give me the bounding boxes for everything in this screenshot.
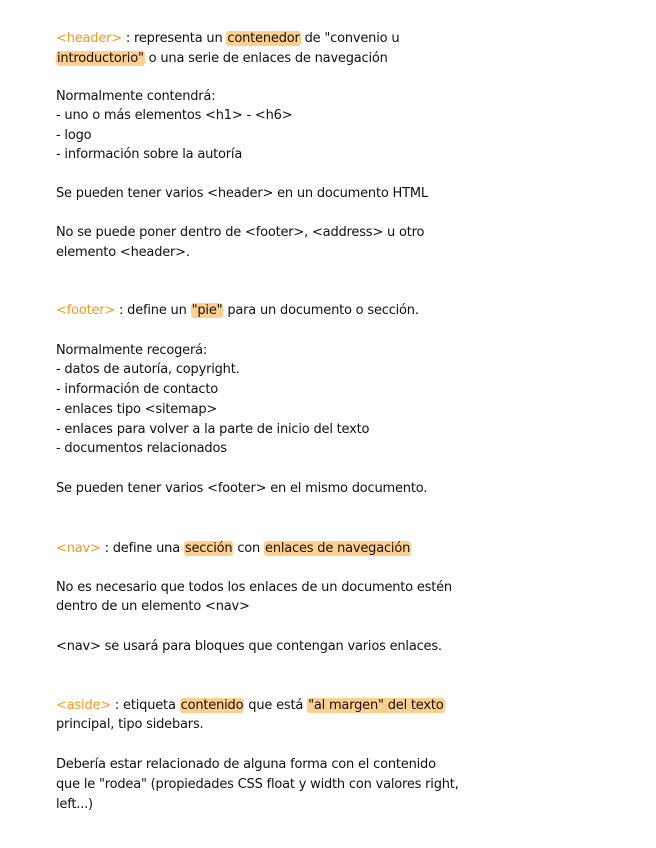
text-line: No es necesario que todos los enlaces de un documento estén bbox=[56, 580, 452, 595]
text-fragment: : representa un bbox=[121, 31, 227, 46]
text-line: Normalmente recogerá: bbox=[56, 343, 208, 358]
highlight: "al margen" del texto bbox=[308, 698, 444, 713]
highlight: contenedor bbox=[227, 31, 300, 46]
text-line: principal, tipo sidebars. bbox=[56, 717, 204, 732]
nav-tag: <nav> bbox=[56, 541, 101, 556]
highlight: "pie" bbox=[191, 303, 223, 318]
text-line: <nav> se usará para bloques que contengan varios enlaces. bbox=[56, 639, 442, 654]
list-item: - información sobre la autoría bbox=[56, 147, 243, 162]
list-item: - logo bbox=[56, 128, 92, 143]
footer-tag: <footer> bbox=[56, 303, 116, 318]
text-line: Debería estar relacionado de alguna forma con el contenido bbox=[56, 757, 436, 772]
text-fragment: : define una bbox=[100, 541, 184, 556]
header-tag: <header> bbox=[56, 31, 122, 46]
list-item: - información de contacto bbox=[56, 382, 219, 397]
text-line: left...) bbox=[56, 797, 93, 812]
list-item: - enlaces para volver a la parte de inicio del texto bbox=[56, 422, 370, 437]
highlight: contenido bbox=[180, 698, 244, 713]
text-line bbox=[56, 50, 388, 68]
text-fragment: con bbox=[233, 541, 265, 556]
header-definition-line bbox=[56, 30, 399, 48]
text-line: Se pueden tener varios <header> en un documento HTML bbox=[56, 186, 428, 201]
highlight: introductorio" bbox=[57, 51, 144, 66]
text-fragment: : define un bbox=[115, 303, 191, 318]
text-fragment: para un documento o sección. bbox=[223, 303, 419, 318]
aside-definition-line bbox=[56, 697, 445, 715]
text-fragment: que está bbox=[244, 698, 308, 713]
text-line: dentro de un elemento <nav> bbox=[56, 599, 250, 614]
text-line: Normalmente contendrá: bbox=[56, 89, 216, 104]
text-line: Se pueden tener varios <footer> en el mismo documento. bbox=[56, 481, 428, 496]
text-line: que le "rodea" (propiedades CSS float y width con valores right, bbox=[56, 777, 459, 792]
text-fragment: o una serie de enlaces de navegación bbox=[144, 51, 388, 66]
footer-definition-line bbox=[56, 302, 419, 320]
list-item: - enlaces tipo <sitemap> bbox=[56, 402, 218, 417]
highlight: enlaces de navegación bbox=[265, 541, 411, 556]
text-fragment: : etiqueta bbox=[111, 698, 180, 713]
text-line: elemento <header>. bbox=[56, 245, 190, 260]
list-item: - documentos relacionados bbox=[56, 441, 227, 456]
text-fragment: de "convenio u bbox=[300, 31, 400, 46]
list-item: - uno o más elementos <h1> - <h6> bbox=[56, 108, 293, 123]
list-item: - datos de autoría, copyright. bbox=[56, 362, 240, 377]
highlight: sección bbox=[184, 541, 233, 556]
aside-tag: <aside> bbox=[56, 698, 111, 713]
nav-definition-line bbox=[56, 540, 411, 558]
text-line: No se puede poner dentro de <footer>, <address> u otro bbox=[56, 225, 425, 240]
